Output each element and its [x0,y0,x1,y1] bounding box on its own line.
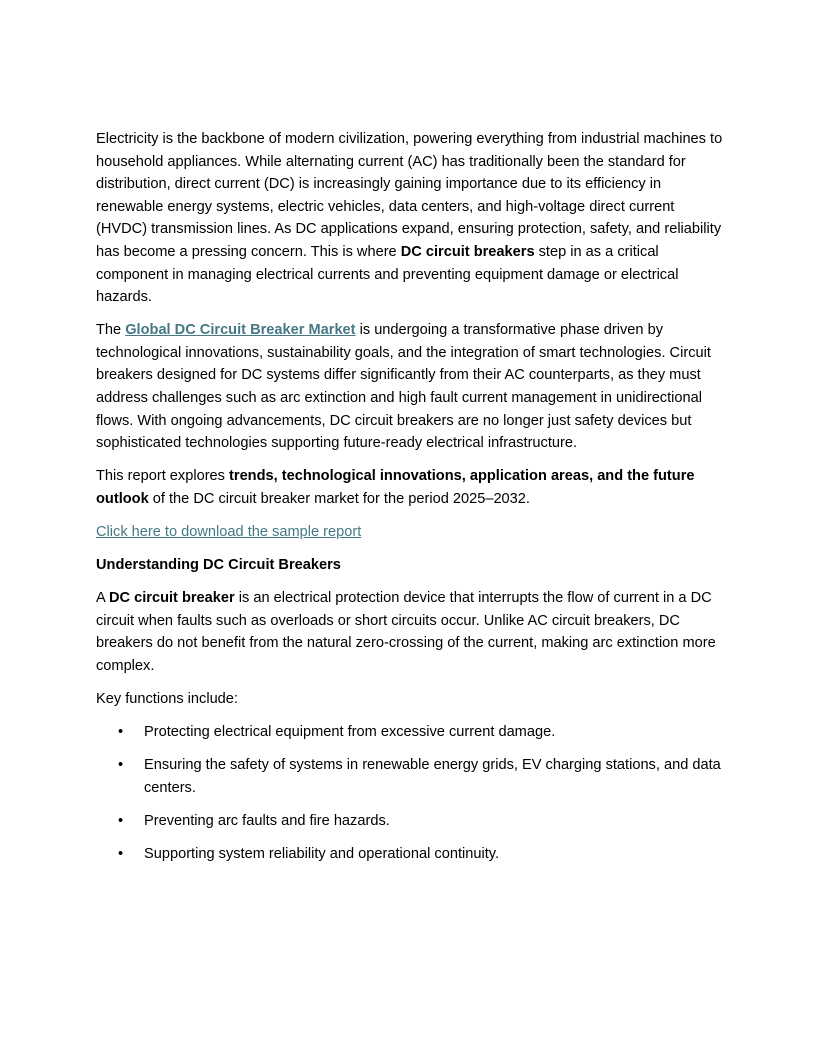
download-sample-link[interactable]: Click here to download the sample report [96,524,362,540]
key-functions-list [96,721,724,865]
list-item: • Ensuring the safety of systems in renewable energy grids, EV charging stations, and data centers. [96,754,724,799]
bullet-icon: • [118,757,124,774]
list-item: • Preventing arc faults and fire hazards. [96,810,724,833]
definition-paragraph: A DC circuit breaker is an electrical protection device that interrupts the flow of current in a DC circuit when faults such as overloads or short circuits occur. Unlike AC circuit breakers, DC breakers do not benefit from the natural zero-crossing of the current, making arc extinction more complex. [96,590,716,674]
report-paragraph: This report explores trends, technological innovations, application areas, and the future outlook of the DC circuit breaker market for the period 2025–2032. [96,468,695,507]
bullet-icon: • [118,812,124,829]
bullet-icon: • [118,846,124,863]
definition-bold-term: DC circuit breaker [108,590,235,607]
list-item: • Protecting electrical equipment from excessive current damage. [96,721,724,744]
global-market-link[interactable]: Global DC Circuit Breaker Market [125,322,356,339]
bullet-icon: • [118,724,124,741]
download-paragraph [96,521,724,544]
section-heading: Understanding DC Circuit Breakers [96,557,341,574]
intro-paragraph: Electricity is the backbone of modern civilization, powering everything from industrial machines to household appliances. While alternating current (AC) has traditionally been the standard for distribution, direct current (DC) is increasingly gaining importance due to its efficiency in renewable energy systems, electric vehicles, data centers, and high-voltage direct current (HVDC) transmission lines. As DC applications expand, ensuring protection, safety, and reliability has become a pressing concern. This is where DC circuit breakers step in as a critical component in managing electrical currents and preventing equipment damage or electrical hazards. [96,131,723,306]
report-bold-topics: trends, technological innovations, application areas, and the future outlook [96,468,695,507]
document-page [96,128,724,876]
market-paragraph: The Global DC Circuit Breaker Market is undergoing a transformative phase driven by technological innovations, sustainability goals, and the integration of smart technologies. Circuit breakers designed for DC systems differ significantly from their AC counterparts, as they must address challenges such as arc extinction and high fault current management in unidirectional flows. With ongoing advancements, DC circuit breakers are no longer just safety devices but sophisticated technologies supporting future-ready electrical infrastructure. [96,322,711,452]
list-item: • Supporting system reliability and operational continuity. [96,843,724,866]
key-functions-label: Key functions include: [96,691,238,708]
intro-bold-term: DC circuit breakers [400,243,535,260]
